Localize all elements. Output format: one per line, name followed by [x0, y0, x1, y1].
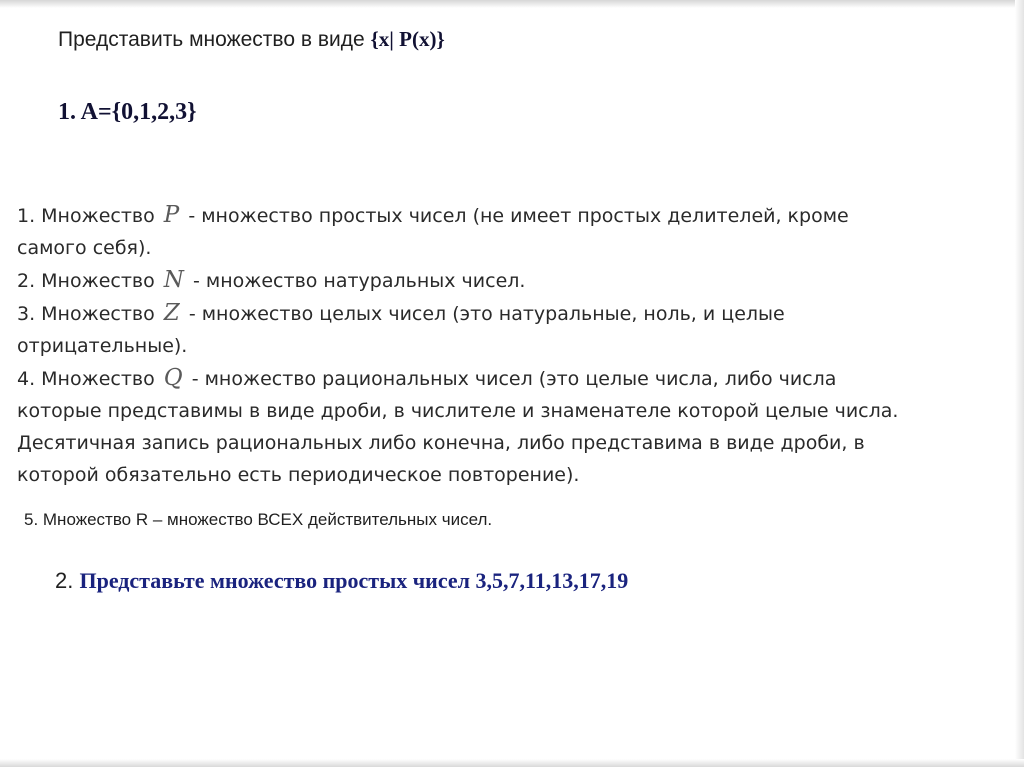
- definition-p-suffix: - множество простых чисел (не имеет простых делителей, кроме: [188, 205, 849, 227]
- definition-p: [17, 199, 1017, 232]
- task-2-number: 2.: [55, 568, 80, 593]
- definition-p-prefix: 1. Множество: [17, 205, 155, 227]
- set-builder-notation: {x| P(x)}: [370, 27, 445, 51]
- definition-r: 5. Множество R – множество ВСЕХ действительных чисел.: [24, 510, 493, 529]
- symbol-n: N: [163, 267, 184, 293]
- definition-z-continuation: отрицательные).: [17, 335, 188, 357]
- definition-q-continuation: которые представимы в виде дроби, в числителе и знаменателе которой целые числа.: [17, 400, 899, 422]
- task-2: [55, 568, 628, 594]
- symbol-z: Z: [163, 300, 180, 326]
- definition-z-prefix: 3. Множество: [17, 303, 155, 325]
- task-1: 1. A={0,1,2,3}: [58, 99, 197, 125]
- symbol-p: P: [163, 202, 180, 228]
- definition-z-suffix: - множество целых чисел (это натуральные, ноль, и целые: [188, 303, 785, 325]
- definition-p-continuation: самого себя).: [17, 237, 152, 259]
- bottom-shadow: [0, 759, 1024, 767]
- definition-q-continuation: Десятичная запись рациональных либо конечна, либо представима в виде дроби, в: [17, 432, 865, 454]
- definition-q-continuation: которой обязательно есть периодическое повторение).: [17, 464, 580, 486]
- top-shadow: [0, 0, 1024, 8]
- heading-text: Представить множество в виде: [58, 28, 371, 51]
- definition-n-prefix: 2. Множество: [17, 270, 155, 292]
- definition-z: [17, 297, 1017, 330]
- definition-q: [17, 362, 1017, 395]
- definition-n-suffix: - множество натуральных чисел.: [192, 270, 526, 292]
- set-definitions: [17, 199, 1017, 491]
- slide-heading: [58, 27, 445, 52]
- symbol-q: Q: [163, 365, 183, 391]
- definition-q-prefix: 4. Множество: [17, 368, 155, 390]
- definition-n: [17, 264, 1017, 297]
- definition-q-suffix: - множество рациональных чисел (это целые числа, либо числа: [191, 368, 837, 390]
- task-2-text: Представьте множество простых чисел 3,5,7,11,13,17,19: [79, 568, 629, 593]
